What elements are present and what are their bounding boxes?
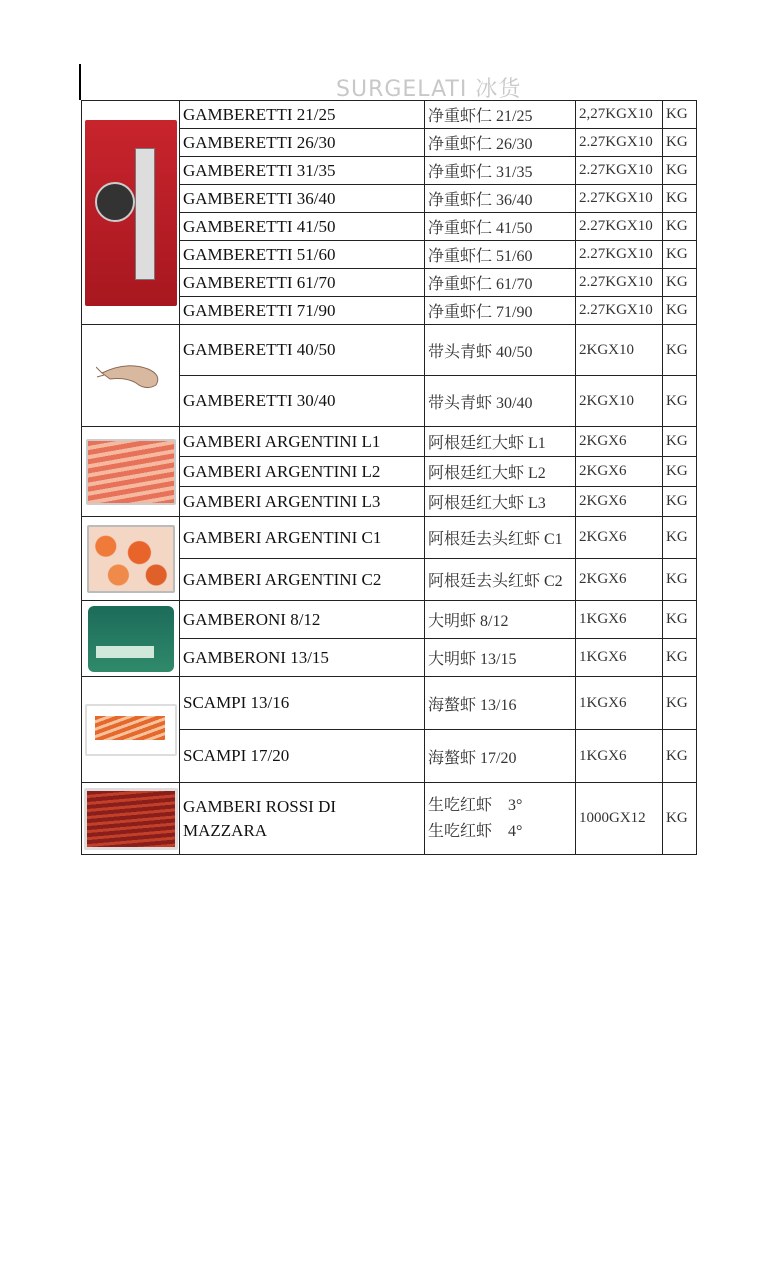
unit: KG <box>663 241 697 269</box>
pack-size: 2.27KGX10 <box>576 185 663 213</box>
pack-size: 2,27KGX10 <box>576 101 663 129</box>
product-name: GAMBERETTI 21/25 <box>180 101 425 129</box>
product-image-box <box>82 517 180 601</box>
unit: KG <box>663 487 697 517</box>
box-santa-maria-shrimp-image <box>85 120 177 306</box>
product-name-cn: 净重虾仁 71/90 <box>425 297 576 325</box>
product-image-box <box>82 601 180 677</box>
product-name: GAMBERI ARGENTINI C1 <box>180 517 425 559</box>
unit: KG <box>663 185 697 213</box>
product-image-box <box>82 783 180 855</box>
product-name: GAMBERI ARGENTINI L2 <box>180 457 425 487</box>
unit: KG <box>663 457 697 487</box>
product-name: GAMBERI ARGENTINI L3 <box>180 487 425 517</box>
product-name-cn <box>425 783 576 855</box>
gamberoni-bag-image <box>88 606 174 672</box>
pack-size: 1KGX6 <box>576 639 663 677</box>
product-name: GAMBERI ARGENTINI L1 <box>180 427 425 457</box>
unit: KG <box>663 517 697 559</box>
unit: KG <box>663 129 697 157</box>
unit: KG <box>663 730 697 783</box>
table-row <box>82 427 697 457</box>
pack-size: 2KGX10 <box>576 325 663 376</box>
unit: KG <box>663 427 697 457</box>
product-image-box <box>82 677 180 783</box>
unit: KG <box>663 559 697 601</box>
pack-size: 2KGX6 <box>576 427 663 457</box>
product-name-cn: 大明虾 8/12 <box>425 601 576 639</box>
product-name: GAMBERETTI 31/35 <box>180 157 425 185</box>
table-row <box>82 325 697 376</box>
table-row <box>82 601 697 639</box>
product-name: GAMBERI ARGENTINI C2 <box>180 559 425 601</box>
whole-shrimp-image <box>96 359 166 393</box>
unit: KG <box>663 157 697 185</box>
unit: KG <box>663 601 697 639</box>
pack-size: 1KGX6 <box>576 677 663 730</box>
product-name: GAMBERETTI 51/60 <box>180 241 425 269</box>
product-image-box <box>82 325 180 427</box>
pack-size: 1KGX6 <box>576 601 663 639</box>
unit: KG <box>663 325 697 376</box>
pack-size: 1000GX12 <box>576 783 663 855</box>
product-name-cn: 净重虾仁 26/30 <box>425 129 576 157</box>
table-row <box>82 517 697 559</box>
product-name-cn-line2: 生吃红虾 4° <box>428 822 523 840</box>
unit: KG <box>663 639 697 677</box>
pack-size: 2.27KGX10 <box>576 157 663 185</box>
pack-size: 1KGX6 <box>576 730 663 783</box>
page-title: SURGELATI 冰货 <box>336 77 522 102</box>
product-name-cn: 带头青虾 30/40 <box>425 376 576 427</box>
product-name: GAMBERONI 8/12 <box>180 601 425 639</box>
product-name-cn: 阿根廷红大虾 L1 <box>425 427 576 457</box>
scampi-tray-image <box>85 704 177 756</box>
table-row <box>82 783 697 855</box>
product-name-cn: 净重虾仁 41/50 <box>425 213 576 241</box>
product-name: GAMBERONI 13/15 <box>180 639 425 677</box>
pack-size: 2KGX6 <box>576 487 663 517</box>
pack-size: 2KGX6 <box>576 517 663 559</box>
pack-size: 2.27KGX10 <box>576 241 663 269</box>
product-name-cn: 大明虾 13/15 <box>425 639 576 677</box>
product-name-cn: 净重虾仁 21/25 <box>425 101 576 129</box>
product-name-cn: 海螯虾 17/20 <box>425 730 576 783</box>
table-row <box>82 677 697 730</box>
product-table <box>81 100 697 855</box>
product-name: SCAMPI 17/20 <box>180 730 425 783</box>
headless-red-shrimp-tray-image <box>87 525 175 593</box>
pack-size: 2.27KGX10 <box>576 129 663 157</box>
product-name: SCAMPI 13/16 <box>180 677 425 730</box>
unit: KG <box>663 297 697 325</box>
product-name-cn: 阿根廷去头红虾 C2 <box>425 559 576 601</box>
unit: KG <box>663 677 697 730</box>
pack-size: 2.27KGX10 <box>576 269 663 297</box>
product-name-line1: GAMBERI ROSSI DI <box>183 796 337 816</box>
unit: KG <box>663 269 697 297</box>
product-name <box>180 783 425 855</box>
product-name: GAMBERETTI 36/40 <box>180 185 425 213</box>
unit: KG <box>663 783 697 855</box>
unit: KG <box>663 376 697 427</box>
product-name-line2: MAZZARA <box>183 820 268 840</box>
pack-size: 2.27KGX10 <box>576 297 663 325</box>
product-name-cn: 净重虾仁 36/40 <box>425 185 576 213</box>
pack-size: 2.27KGX10 <box>576 213 663 241</box>
product-name: GAMBERETTI 26/30 <box>180 129 425 157</box>
product-name: GAMBERETTI 71/90 <box>180 297 425 325</box>
product-name: GAMBERETTI 61/70 <box>180 269 425 297</box>
product-name: GAMBERETTI 30/40 <box>180 376 425 427</box>
product-name-cn: 净重虾仁 61/70 <box>425 269 576 297</box>
product-image-box <box>82 101 180 325</box>
product-name-cn: 带头青虾 40/50 <box>425 325 576 376</box>
product-name-cn-line1: 生吃红虾 3° <box>428 796 523 814</box>
table-row <box>82 101 697 129</box>
unit: KG <box>663 213 697 241</box>
product-name-cn: 净重虾仁 51/60 <box>425 241 576 269</box>
product-name-cn: 海螯虾 13/16 <box>425 677 576 730</box>
pack-size: 2KGX6 <box>576 457 663 487</box>
left-edge-mark <box>79 64 81 100</box>
product-name-cn: 阿根廷红大虾 L3 <box>425 487 576 517</box>
product-name: GAMBERETTI 40/50 <box>180 325 425 376</box>
product-name-cn: 阿根廷红大虾 L2 <box>425 457 576 487</box>
unit: KG <box>663 101 697 129</box>
red-shrimp-tray-image <box>86 439 176 505</box>
product-image-box <box>82 427 180 517</box>
pack-size: 2KGX6 <box>576 559 663 601</box>
product-name-cn: 净重虾仁 31/35 <box>425 157 576 185</box>
rossi-mazzara-tray-image <box>84 788 178 850</box>
product-name: GAMBERETTI 41/50 <box>180 213 425 241</box>
pack-size: 2KGX10 <box>576 376 663 427</box>
product-name-cn: 阿根廷去头红虾 C1 <box>425 517 576 559</box>
